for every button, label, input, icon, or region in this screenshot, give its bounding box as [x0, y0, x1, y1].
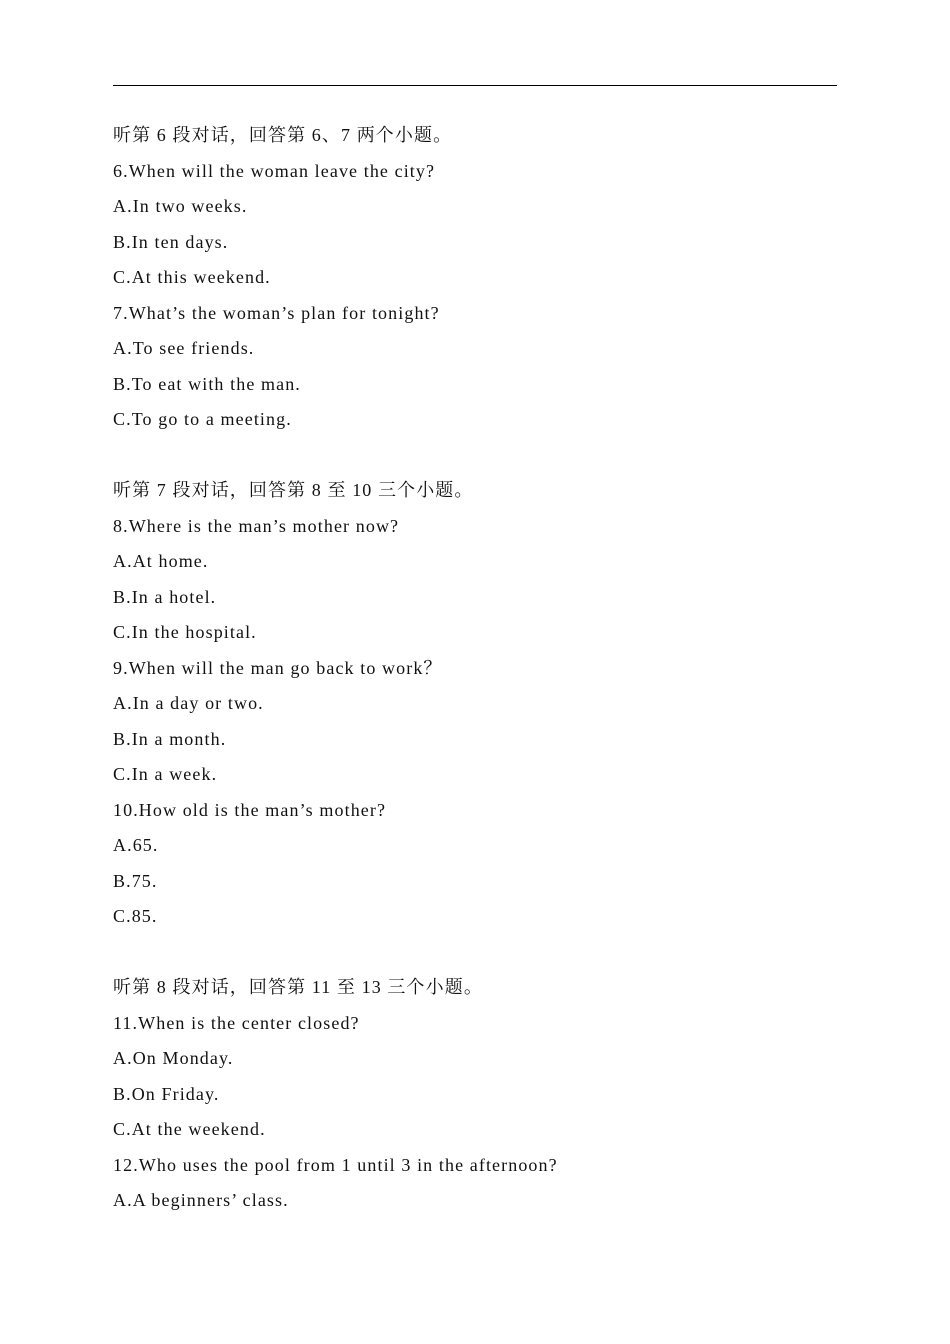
section-spacer — [113, 438, 837, 474]
answer-option: C.At the weekend. — [113, 1119, 266, 1139]
answer-option: B.To eat with the man. — [113, 373, 301, 394]
section-heading: 听第 6 段对话，回答第 6、7 两个小题。 — [113, 125, 453, 145]
answer-option: C.85. — [113, 906, 158, 926]
question-text: 11.When is the center closed? — [113, 1012, 360, 1033]
section-heading: 听第 7 段对话，回答第 8 至 10 三个小题。 — [113, 480, 474, 500]
answer-option: C.To go to a meeting. — [113, 409, 292, 429]
question-text: 9.When will the man go back to work？ — [113, 657, 443, 678]
answer-option: B.On Friday. — [113, 1083, 220, 1104]
answer-option: A.On Monday. — [113, 1048, 234, 1068]
question-text: 10.How old is the man’s mother? — [113, 799, 387, 820]
answer-option: B.75. — [113, 870, 158, 891]
answer-option: A.In a day or two. — [113, 693, 264, 713]
answer-option: A.To see friends. — [113, 338, 255, 358]
question-text: 6.When will the woman leave the city? — [113, 160, 436, 181]
section-heading: 听第 8 段对话，回答第 11 至 13 三个小题。 — [113, 977, 483, 997]
answer-option: A.65. — [113, 835, 159, 855]
answer-option: A.A beginners’ class. — [113, 1190, 289, 1210]
document-body — [113, 118, 837, 1219]
answer-option: C.In the hospital. — [113, 622, 257, 642]
question-text: 12.Who uses the pool from 1 until 3 in the afternoon? — [113, 1154, 558, 1175]
answer-option: B.In ten days. — [113, 231, 229, 252]
answer-option: B.In a month. — [113, 728, 227, 749]
header-rule — [113, 85, 837, 86]
question-text: 7.What’s the woman’s plan for tonight? — [113, 302, 440, 323]
answer-option: C.At this weekend. — [113, 267, 271, 287]
answer-option: A.In two weeks. — [113, 196, 248, 216]
answer-option: B.In a hotel. — [113, 586, 217, 607]
answer-option: A.At home. — [113, 551, 209, 571]
question-text: 8.Where is the man’s mother now? — [113, 515, 400, 536]
section-spacer — [113, 935, 837, 971]
answer-option: C.In a week. — [113, 764, 218, 784]
